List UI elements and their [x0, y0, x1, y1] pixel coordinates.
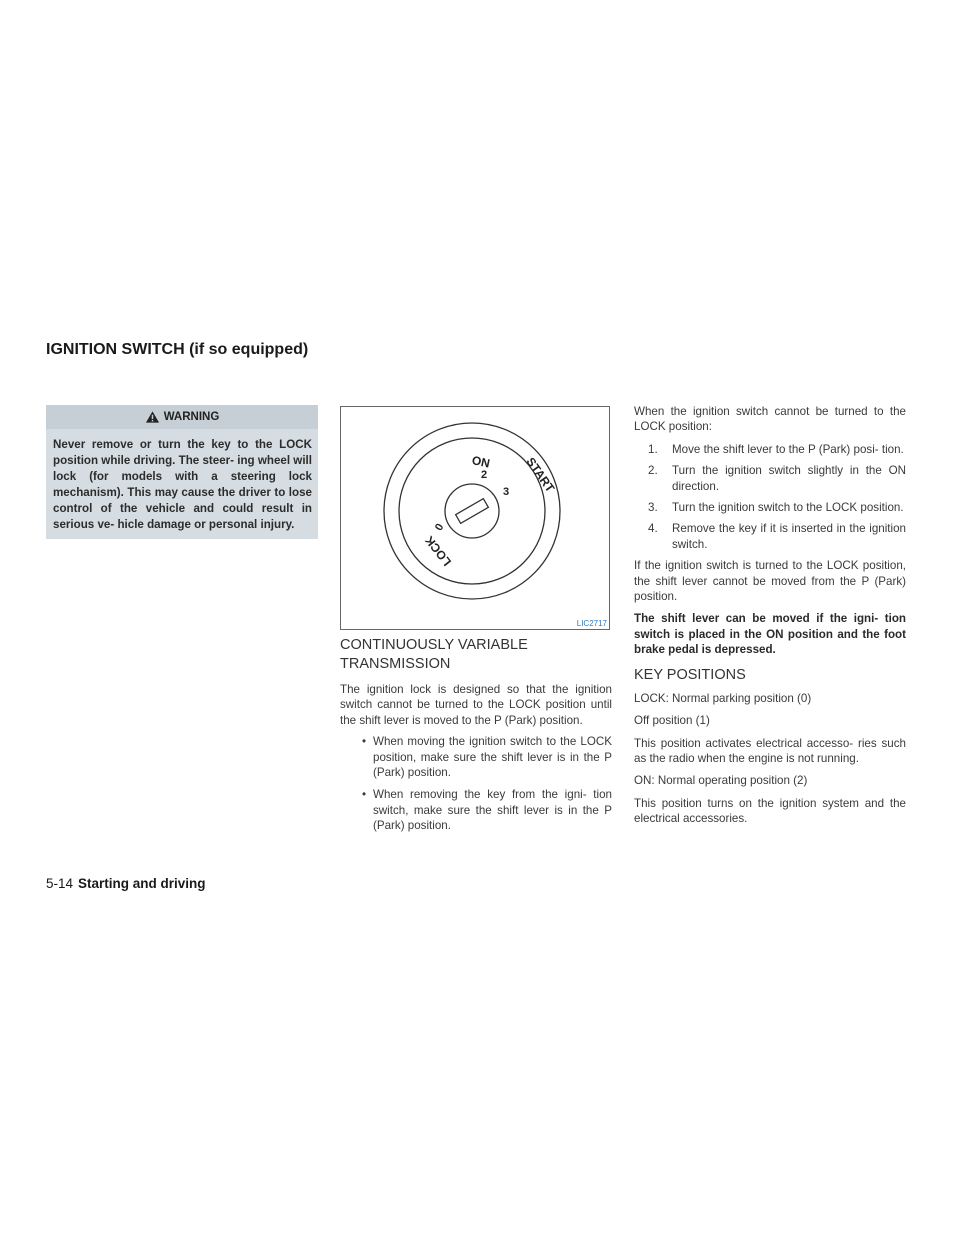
warning-box — [46, 405, 318, 539]
list-item — [340, 787, 612, 833]
warning-icon — [145, 410, 160, 424]
ignition-figure — [340, 406, 610, 630]
label-lock: LOCK — [422, 533, 455, 569]
key-position-line: This position activates electrical accesso- ries such as the radio when the engine is not running. — [634, 736, 906, 765]
list-item — [340, 734, 612, 780]
key-position-line: LOCK: Normal parking position (0) — [634, 691, 812, 705]
list-item — [634, 500, 906, 515]
cvt-heading: CONTINUOUSLY VARIABLE TRANSMISSION — [340, 637, 528, 672]
bullet-text: When moving the ignition switch to the LOCK position, make sure the shift lever is in the P (Park) position. — [373, 735, 612, 780]
step-text: Turn the ignition switch to the LOCK position. — [672, 501, 904, 515]
label-three: 3 — [503, 486, 510, 498]
cvt-intro: The ignition lock is designed so that the ignition switch cannot be turned to the LOCK position until the shift lever is moved to the P (Park) position. — [340, 683, 612, 727]
warning-header — [46, 405, 318, 429]
label-two: 2 — [481, 469, 488, 481]
step-number: 1. — [648, 442, 658, 456]
figure-code: LIC2717 — [576, 619, 607, 628]
section-title: IGNITION SWITCH (if so equipped) — [46, 341, 309, 358]
step-number: 4. — [648, 522, 658, 536]
outer-ring — [384, 423, 560, 599]
list-item — [634, 442, 906, 457]
list-item — [634, 521, 906, 552]
key-position-line: This position turns on the ignition system and the electrical accessories. — [634, 796, 906, 826]
key-slot — [456, 499, 489, 524]
step-text: Remove the key if it is inserted in the ignition switch. — [672, 522, 906, 551]
key-positions-heading: KEY POSITIONS — [634, 666, 746, 683]
shift-lever-note: The shift lever can be moved if the igni- tion switch is placed in the ON position and the foot brake pedal is depressed. — [634, 612, 906, 657]
page-footer — [46, 876, 206, 891]
lock-procedure-section — [634, 404, 906, 834]
page-number: 5-14 — [46, 876, 74, 891]
step-number: 3. — [648, 501, 658, 515]
key-position-line: ON: Normal operating position (2) — [634, 774, 808, 788]
key-cylinder — [445, 484, 499, 538]
warning-label: WARNING — [163, 411, 220, 423]
procedure-intro: When the ignition switch cannot be turned to the LOCK position: — [634, 405, 906, 434]
label-on: ON — [470, 453, 492, 471]
step-number: 2. — [648, 464, 658, 478]
key-position-line: Off position (1) — [634, 714, 710, 728]
chapter-title: Starting and driving — [78, 876, 206, 891]
bullet-mark: • — [362, 788, 367, 802]
label-zero: 0 — [432, 521, 447, 533]
warning-text: Never remove or turn the key to the LOCK position while driving. The steer- ing wheel will lock (for models with a steering lock mechanism). This may cause the driver to lose control of the vehicle and could result in serious ve- hicle damage or personal injury. — [53, 438, 312, 531]
procedure-steps — [634, 442, 906, 552]
after-steps-text: If the ignition switch is turned to the LOCK position, the shift lever cannot be moved from the P (Park) position. — [634, 559, 906, 604]
step-text: Turn the ignition switch slightly in the ON direction. — [672, 464, 906, 493]
step-text: Move the shift lever to the P (Park) posi- tion. — [672, 442, 904, 456]
list-item — [634, 463, 906, 494]
bullet-text: When removing the key from the igni- tion switch, make sure the shift lever is in the P (Park) position. — [373, 788, 612, 833]
ignition-switch-illustration — [341, 407, 609, 629]
label-start: START — [523, 454, 558, 495]
bullet-mark: • — [362, 735, 367, 749]
cvt-section — [340, 636, 612, 841]
